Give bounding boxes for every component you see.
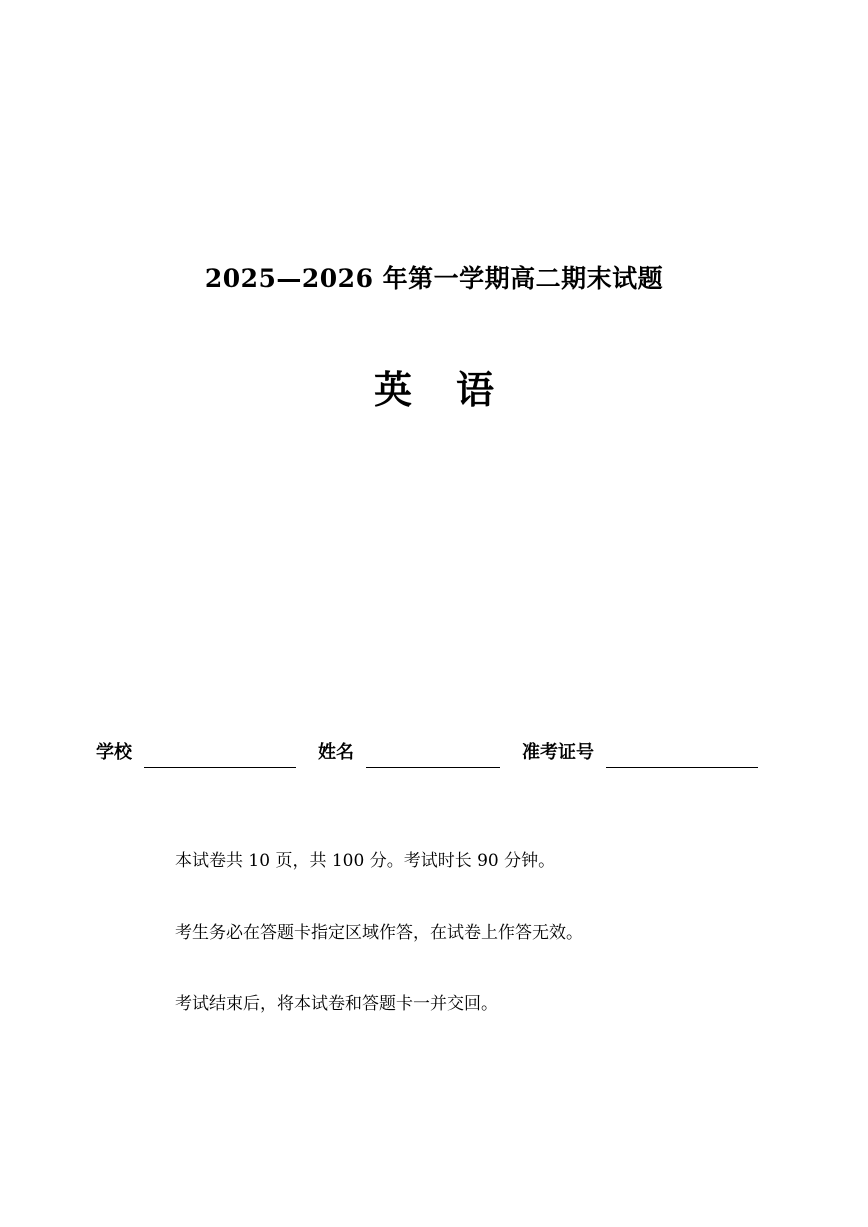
school-label: 学校 [96,742,132,763]
name-blank-line[interactable] [366,743,500,768]
subject-title [0,365,868,415]
exam-id-field [522,738,758,768]
school-blank-line[interactable] [144,743,296,768]
subject-char-2: 语 [456,368,495,412]
exam-title: 2025—2026 年第一学期高二期末试题 [204,264,664,293]
exam-id-blank-line[interactable] [606,743,758,768]
instruction-answer-sheet: 考生务必在答题卡指定区域作答，在试卷上作答无效。 [175,923,583,943]
subject-char-1: 英 [373,368,412,412]
exam-id-label: 准考证号 [522,742,594,763]
instruction-pages-score-time: 本试卷共 10 页，共 100 分。考试时长 90 分钟。 [175,851,556,871]
school-field [96,738,296,768]
instruction-return-materials: 考试结束后，将本试卷和答题卡一并交回。 [175,994,498,1014]
name-field [318,738,500,768]
candidate-info-row [96,738,776,770]
name-label: 姓名 [318,742,354,763]
